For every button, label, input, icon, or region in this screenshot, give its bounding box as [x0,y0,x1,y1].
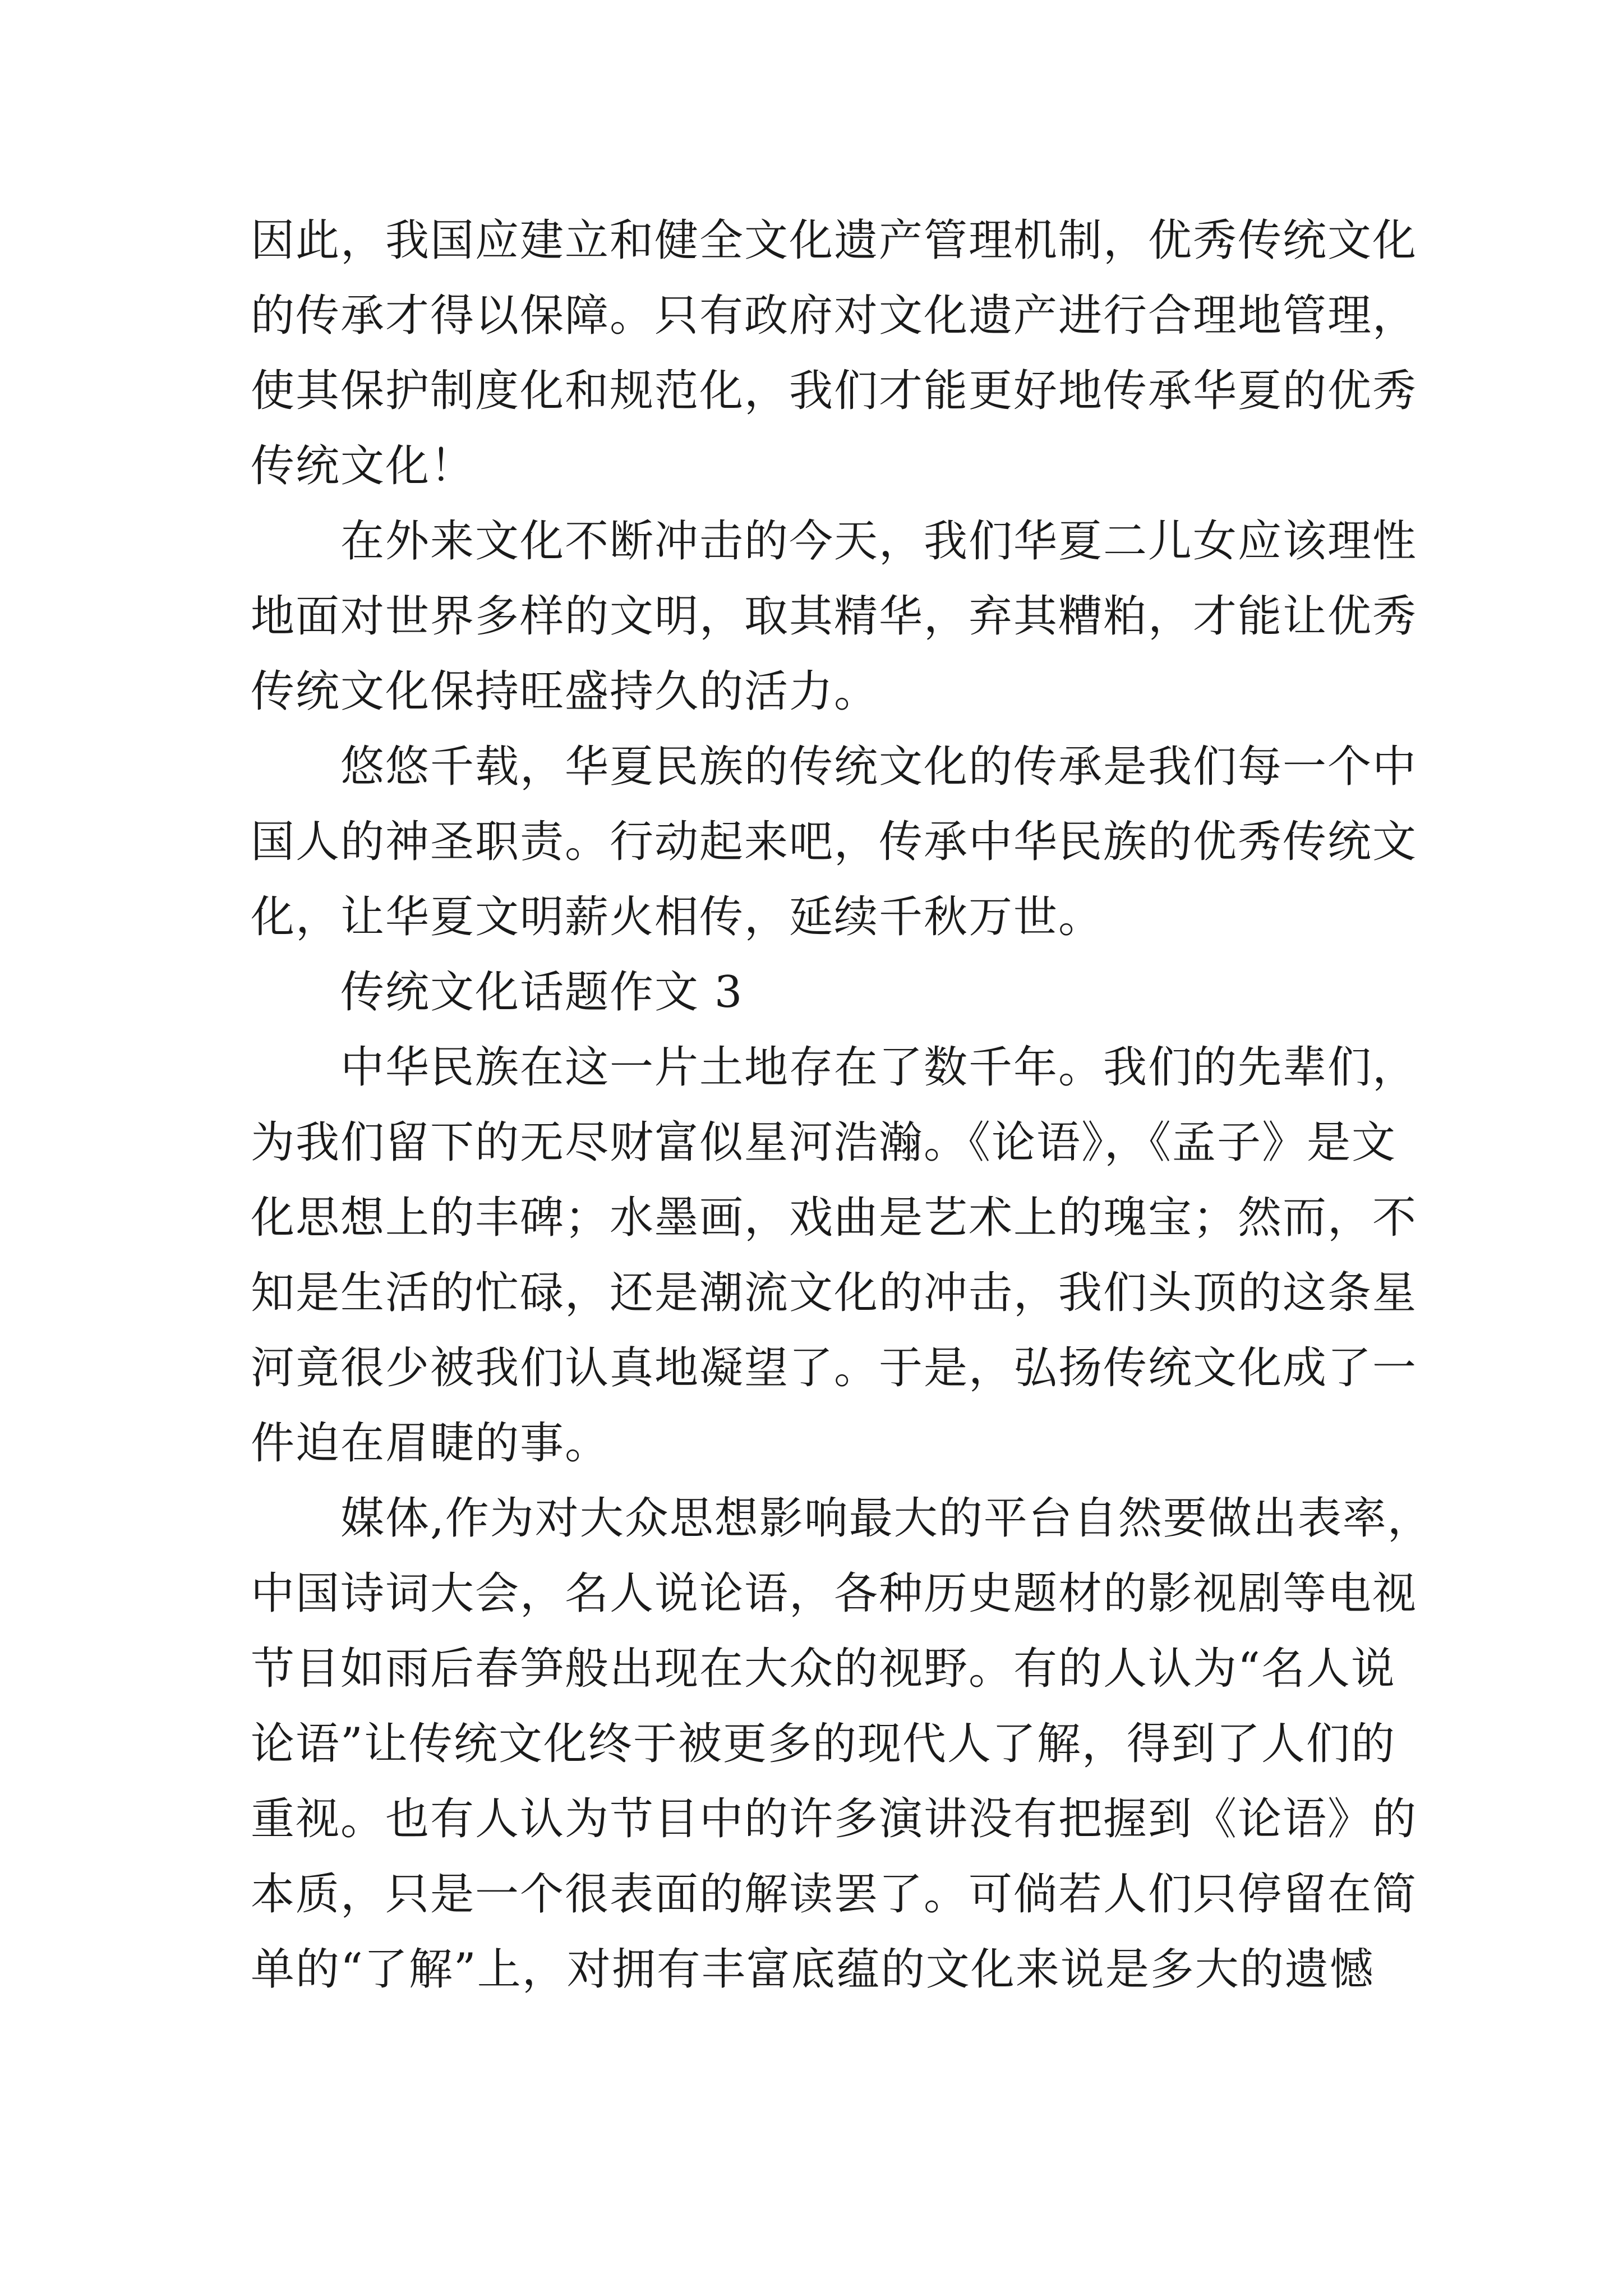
text-line: 国人的神圣职责。行动起来吧，传承中华民族的优秀传统文 [251,817,1418,867]
text-line: 知是生活的忙碌，还是潮流文化的冲击，我们头顶的这条星 [251,1268,1418,1318]
text-line: 传统文化！ [251,441,476,491]
text-line: 中华民族在这一片土地存在了数千年。我们的先辈们， [340,1042,1418,1093]
text-line: 传统文化保持旺盛持久的活力。 [251,666,879,717]
section-heading: 传统文化话题作文 3 [340,967,744,1018]
text-line: 化，让华夏文明薪火相传，延续千秋万世。 [251,892,1104,942]
text-line: 中国诗词大会，名人说论语，各种历史题材的影视剧等电视 [251,1568,1418,1619]
text-line: 的传承才得以保障。只有政府对文化遗产进行合理地管理， [251,291,1418,341]
text-line: 使其保护制度化和规范化，我们才能更好地传承华夏的优秀 [251,366,1418,416]
text-line: 件迫在眉睫的事。 [251,1418,610,1469]
text-line: 在外来文化不断冲击的今天，我们华夏二儿女应该理性 [340,516,1418,567]
text-line: 为我们留下的无尽财富似星河浩瀚。《论语》，《孟子》是文 [251,1117,1397,1168]
text-line: 论语”让传统文化终于被更多的现代人了解，得到了人们的 [251,1719,1396,1769]
text-line: 媒体,作为对大众思想影响最大的平台自然要做出表率， [340,1493,1432,1544]
text-line: 化思想上的丰碑；水墨画，戏曲是艺术上的瑰宝；然而，不 [251,1193,1418,1243]
text-line: 本质，只是一个很表面的解读罢了。可倘若人们只停留在简 [251,1869,1418,1920]
text-line: 悠悠千载，华夏民族的传统文化的传承是我们每一个中 [340,742,1418,792]
body-text [251,203,1432,2007]
text-line: 因此，我国应建立和健全文化遗产管理机制，优秀传统文化 [251,215,1418,266]
text-line: 单的“了解”上，对拥有丰富底蕴的文化来说是多大的遗憾 [251,1944,1375,1995]
text-line: 重视。也有人认为节目中的许多演讲没有把握到《论语》的 [251,1794,1418,1844]
text-line: 节目如雨后春笋般出现在大众的视野。有的人认为“名人说 [251,1644,1396,1694]
text-line: 河竟很少被我们认真地凝望了。于是，弘扬传统文化成了一 [251,1343,1418,1393]
text-line: 地面对世界多样的文明，取其精华，弃其糟粕，才能让优秀 [251,591,1418,642]
